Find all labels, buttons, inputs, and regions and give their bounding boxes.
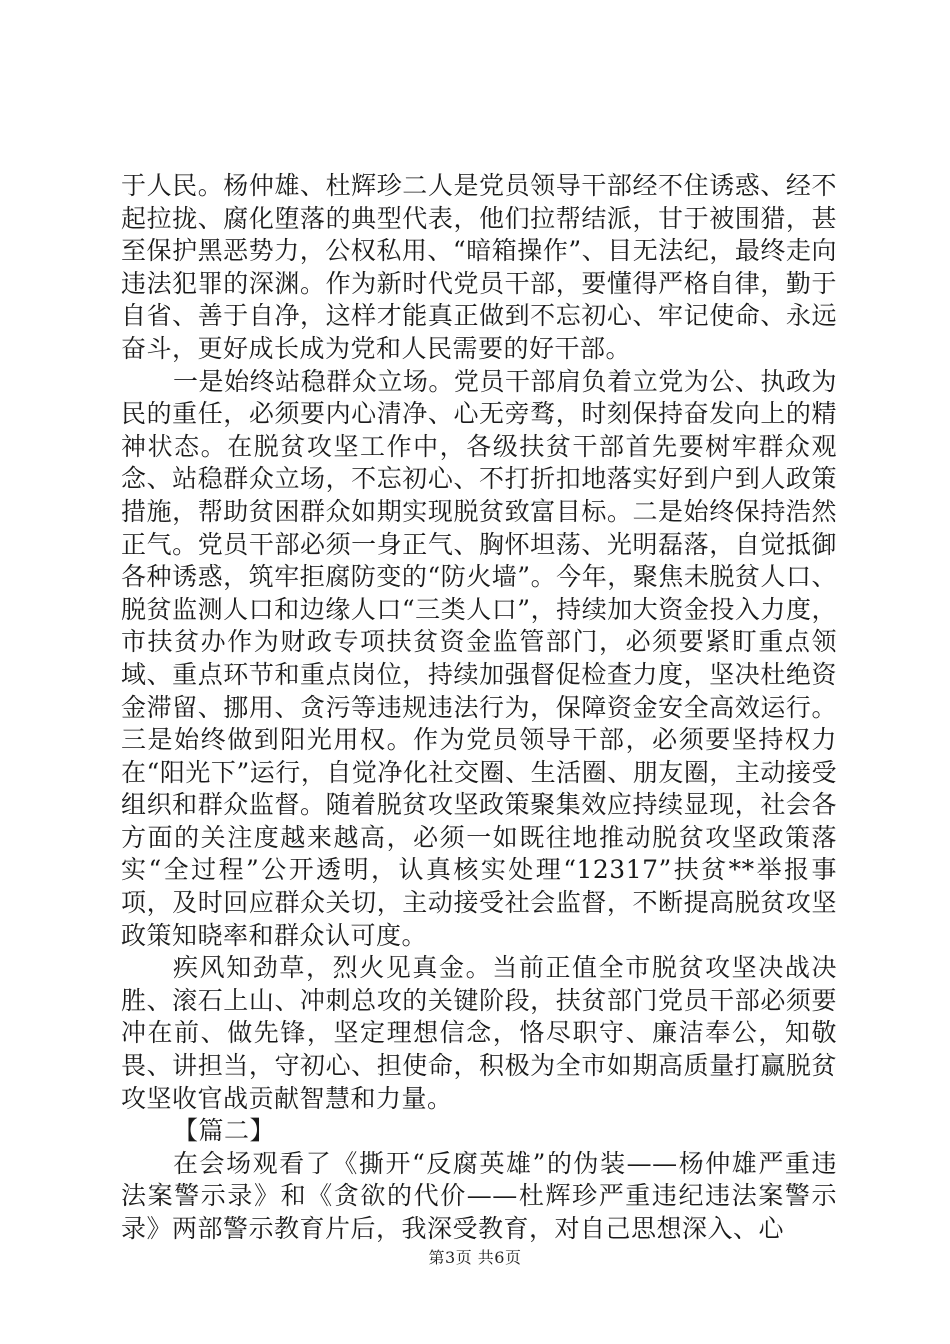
document-body <box>121 170 837 1246</box>
paragraph-three-points: 一是始终站稳群众立场。党员干部肩负着立党为公、执政为民的重任，必须要内心清净、心无旁骛，时刻保持奋发向上的精神状态。在脱贫攻坚工作中，各级扶贫干部首先要树牢群众观念、站稳群众立场，不忘初心、不打折扣地落实好到户到人政策措施，帮助贫困群众如期实现脱贫致富目标。二是始终保持浩然正气。党员干部必须一身正气、胸怀坦荡、光明磊落，自觉抵御各种诱惑，筑牢拒腐防变的“防火墙”。今年，聚焦未脱贫人口、脱贫监测人口和边缘人口“三类人口”，持续加大资金投入力度，市扶贫办作为财政专项扶贫资金监管部门，必须要紧盯重点领域、重点环节和重点岗位，持续加强督促检查力度，坚决杜绝资金滞留、挪用、贪污等违规违法行为，保障资金安全高效运行。三是始终做到阳光用权。作为党员领导干部，必须要坚持权力在“阳光下”运行，自觉净化社交圈、生活圈、朋友圈，主动接受组织和群众监督。随着脱贫攻坚政策聚集效应持续显现，社会各方面的关注度越来越高，必须一如既往地推动脱贫攻坚政策落实“全过程”公开透明，认真核实处理“12317”扶贫**举报事项，及时回应群众关切，主动接受社会监督，不断提高脱贫攻坚政策知晓率和群众认可度。 <box>121 366 837 950</box>
paragraph-section-two-intro: 在会场观看了《撕开“反腐英雄”的伪装——杨仲雄严重违法案警示录》和《贪欲的代价——杜辉珍严重违纪违法案警示录》两部警示教育片后，我深受教育，对自己思想深入、心 <box>121 1148 837 1243</box>
paragraph-conclusion: 疾风知劲草，烈火见真金。当前正值全市脱贫攻坚决战决胜、滚石上山、冲刺总攻的关键阶段，扶贫部门党员干部必须要冲在前、做先锋，坚定理想信念，恪尽职守、廉洁奉公，知敬畏、讲担当，守初心、担使命，积极为全市如期高质量打赢脱贫攻坚收官战贡献智慧和力量。 <box>121 953 837 1113</box>
page-number-footer: 第3页 共6页 <box>428 1248 522 1267</box>
section-heading: 【篇二】 <box>173 1116 276 1146</box>
paragraph-continuation: 于人民。杨仲雄、杜辉珍二人是党员领导干部经不住诱惑、经不起拉拢、腐化堕落的典型代表，他们拉帮结派，甘于被围猎，甚至保护黑恶势力，公权私用、“暗箱操作”、目无法纪，最终走向违法犯罪的深渊。作为新时代党员干部，要懂得严格自律，勤于自省、善于自净，这样才能真正做到不忘初心、牢记使命、永远奋斗，更好成长成为党和人民需要的好干部。 <box>121 171 837 363</box>
